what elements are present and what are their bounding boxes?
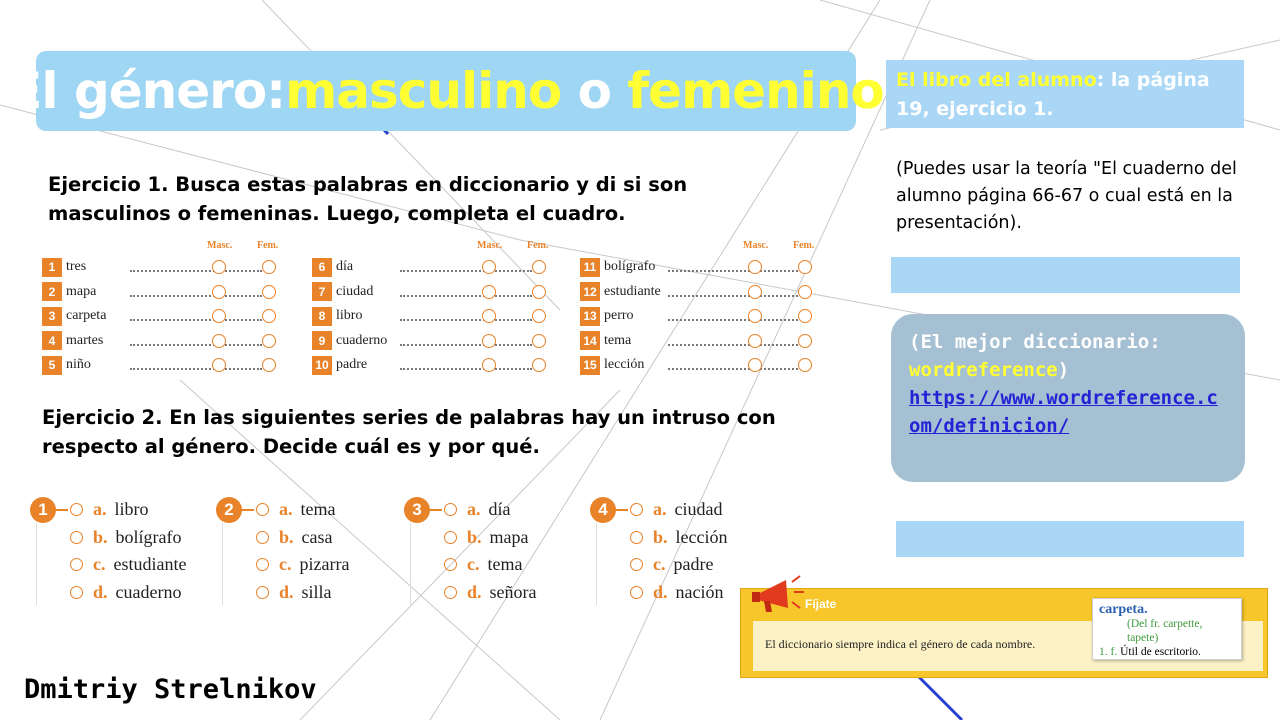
option-letter: d. bbox=[653, 581, 668, 602]
item-word: libro bbox=[336, 308, 363, 323]
masc-option-circle[interactable] bbox=[748, 260, 762, 274]
dictionary-entry-number: 1. f. bbox=[1099, 646, 1118, 658]
exercise-1-row bbox=[42, 305, 106, 327]
masc-option-circle[interactable] bbox=[482, 309, 496, 323]
exercise-2-option[interactable] bbox=[630, 579, 724, 606]
option-radio-circle[interactable] bbox=[630, 503, 643, 516]
fem-option-circle[interactable] bbox=[532, 309, 546, 323]
option-letter: c. bbox=[467, 554, 480, 574]
dotted-leader bbox=[130, 295, 262, 297]
masc-option-circle[interactable] bbox=[212, 285, 226, 299]
option-text: nación bbox=[675, 581, 724, 602]
item-word: carpeta bbox=[66, 308, 107, 323]
masc-option-circle[interactable] bbox=[748, 334, 762, 348]
option-radio-circle[interactable] bbox=[70, 503, 83, 516]
group-number-badge: 2 bbox=[216, 497, 242, 523]
masc-option-circle[interactable] bbox=[212, 334, 226, 348]
masc-option-circle[interactable] bbox=[482, 260, 496, 274]
masc-option-circle[interactable] bbox=[748, 309, 762, 323]
item-word: tres bbox=[66, 259, 87, 274]
fijate-label: Fíjate bbox=[805, 597, 837, 611]
option-radio-circle[interactable] bbox=[70, 558, 83, 571]
item-word: día bbox=[336, 259, 354, 274]
column-header-fem: Fem. bbox=[527, 240, 549, 251]
dictionary-close: ) bbox=[1057, 359, 1070, 381]
dictionary-entry-card bbox=[1092, 598, 1242, 660]
masc-option-circle[interactable] bbox=[212, 260, 226, 274]
dotted-leader bbox=[668, 295, 798, 297]
masc-option-circle[interactable] bbox=[482, 285, 496, 299]
title-part-1: El género: bbox=[8, 62, 286, 120]
group-number-badge: 1 bbox=[30, 497, 56, 523]
item-word: padre bbox=[336, 357, 368, 372]
fem-option-circle[interactable] bbox=[798, 260, 812, 274]
fem-option-circle[interactable] bbox=[262, 309, 276, 323]
exercise-1-row bbox=[312, 281, 373, 303]
fem-option-circle[interactable] bbox=[532, 260, 546, 274]
exercise-2-option[interactable] bbox=[256, 496, 335, 523]
exercise-1-row bbox=[580, 281, 661, 303]
option-radio-circle[interactable] bbox=[70, 586, 83, 599]
option-text: día bbox=[488, 499, 511, 519]
fem-option-circle[interactable] bbox=[798, 285, 812, 299]
theory-note: (Puedes usar la teoría "El cuaderno del alumno página 66-67 o cual está en la presentación). bbox=[896, 159, 1237, 233]
option-text: tema bbox=[487, 554, 523, 574]
option-letter: d. bbox=[279, 581, 294, 602]
exercise-1-row bbox=[42, 281, 96, 303]
column-header-masc: Masc. bbox=[207, 240, 233, 251]
dictionary-brand: wordreference bbox=[909, 359, 1058, 381]
exercise-1-row bbox=[312, 354, 367, 376]
book-reference-highlight: El libro del alumno bbox=[896, 69, 1097, 91]
fem-option-circle[interactable] bbox=[532, 334, 546, 348]
exercise-1-row bbox=[312, 256, 353, 278]
book-reference-box bbox=[886, 60, 1244, 128]
option-text: estudiante bbox=[113, 554, 187, 574]
option-text: silla bbox=[301, 581, 332, 602]
dictionary-entry-etymology: (Del fr. carpette, tapete) bbox=[1127, 618, 1203, 644]
option-letter: b. bbox=[467, 526, 482, 547]
option-text: lección bbox=[675, 526, 728, 547]
option-text: tema bbox=[300, 499, 336, 519]
option-letter: b. bbox=[279, 526, 294, 547]
fem-option-circle[interactable] bbox=[262, 358, 276, 372]
option-letter: a. bbox=[279, 499, 293, 519]
fijate-text: El diccionario siempre indica el género de cada nombre. bbox=[765, 637, 1036, 651]
masc-option-circle[interactable] bbox=[212, 358, 226, 372]
fem-option-circle[interactable] bbox=[262, 285, 276, 299]
exercise-2-option[interactable] bbox=[444, 551, 522, 578]
item-number-badge: 6 bbox=[312, 258, 332, 277]
fem-option-circle[interactable] bbox=[798, 334, 812, 348]
option-letter: c. bbox=[653, 554, 666, 574]
option-letter: d. bbox=[93, 581, 108, 602]
option-radio-circle[interactable] bbox=[630, 558, 643, 571]
fem-option-circle[interactable] bbox=[532, 358, 546, 372]
dictionary-entry-term: carpeta. bbox=[1099, 602, 1148, 617]
item-word: tema bbox=[604, 332, 632, 348]
option-radio-circle[interactable] bbox=[256, 586, 269, 599]
item-number-badge: 3 bbox=[42, 307, 62, 326]
item-number-badge: 9 bbox=[312, 331, 332, 350]
item-word: niño bbox=[66, 357, 91, 372]
exercise-1-row bbox=[312, 330, 387, 352]
dotted-leader bbox=[400, 368, 532, 370]
exercise-2-option[interactable] bbox=[630, 551, 713, 578]
author-name: Dmitriy Strelnikov bbox=[24, 674, 317, 705]
dictionary-entry-definition: Útil de escritorio. bbox=[1120, 646, 1201, 658]
item-number-badge: 2 bbox=[42, 282, 62, 301]
group-divider bbox=[36, 523, 37, 605]
exercise-1-row bbox=[580, 354, 644, 376]
masc-option-circle[interactable] bbox=[482, 334, 496, 348]
option-text: bolígrafo bbox=[115, 526, 182, 547]
group-divider bbox=[596, 523, 597, 605]
exercise-1-row bbox=[580, 330, 631, 352]
masc-option-circle[interactable] bbox=[482, 358, 496, 372]
group-number-badge: 3 bbox=[404, 497, 430, 523]
item-word: martes bbox=[66, 332, 104, 348]
exercise-2-option[interactable] bbox=[70, 496, 149, 523]
dotted-leader bbox=[130, 368, 262, 370]
group-connector bbox=[56, 509, 68, 511]
group-connector bbox=[242, 509, 254, 511]
option-letter: a. bbox=[93, 499, 107, 519]
dictionary-label: (El mejor diccionario: bbox=[909, 331, 1161, 353]
book-reference-text: : la página 19, ejercicio 1. bbox=[896, 69, 1210, 120]
option-letter: b. bbox=[653, 526, 668, 547]
option-radio-circle[interactable] bbox=[630, 531, 643, 544]
dotted-leader bbox=[668, 368, 798, 370]
exercise-2-heading: Ejercicio 2. En las siguientes series de palabras hay un intruso con respecto al género. Decide cuál es y por qué. bbox=[42, 406, 776, 458]
dotted-leader bbox=[400, 344, 532, 346]
option-radio-circle[interactable] bbox=[256, 503, 269, 516]
option-text: señora bbox=[489, 581, 537, 602]
option-text: pizarra bbox=[299, 554, 350, 574]
option-text: casa bbox=[301, 526, 333, 547]
exercise-2-option[interactable] bbox=[630, 524, 728, 551]
item-word: estudiante bbox=[604, 283, 661, 299]
option-letter: c. bbox=[93, 554, 106, 574]
item-number-badge: 15 bbox=[580, 356, 600, 375]
fem-option-circle[interactable] bbox=[798, 309, 812, 323]
option-radio-circle[interactable] bbox=[444, 531, 457, 544]
exercise-1-heading: Ejercicio 1. Busca estas palabras en diccionario y di si son masculinos o femeninas. Luego, completa el cuadro. bbox=[48, 173, 688, 225]
exercise-1-row bbox=[580, 256, 655, 278]
option-radio-circle[interactable] bbox=[256, 531, 269, 544]
option-text: ciudad bbox=[674, 499, 723, 519]
fem-option-circle[interactable] bbox=[262, 260, 276, 274]
masc-option-circle[interactable] bbox=[748, 358, 762, 372]
fem-option-circle[interactable] bbox=[532, 285, 546, 299]
exercise-1-row bbox=[312, 305, 362, 327]
dictionary-link[interactable]: https://www.wordreference.com/definicion/ bbox=[909, 387, 1218, 437]
item-word: perro bbox=[604, 308, 634, 323]
exercise-1-row bbox=[580, 305, 634, 327]
option-radio-circle[interactable] bbox=[256, 558, 269, 571]
option-radio-circle[interactable] bbox=[630, 586, 643, 599]
exercise-2-option[interactable] bbox=[70, 524, 182, 551]
option-text: padre bbox=[673, 554, 714, 574]
item-word: bolígrafo bbox=[604, 259, 656, 274]
item-word: mapa bbox=[66, 283, 97, 299]
exercise-2-option[interactable] bbox=[256, 524, 333, 551]
item-word: cuaderno bbox=[336, 332, 388, 348]
option-letter: a. bbox=[467, 499, 481, 519]
exercise-2-option[interactable] bbox=[70, 551, 186, 578]
exercise-1-row bbox=[42, 256, 86, 278]
exercise-1-row bbox=[42, 330, 103, 352]
item-number-badge: 10 bbox=[312, 356, 332, 375]
dotted-leader bbox=[400, 319, 532, 321]
group-divider bbox=[222, 523, 223, 605]
blank-bar-bottom bbox=[896, 521, 1244, 557]
exercise-1-row bbox=[42, 354, 91, 376]
item-number-badge: 4 bbox=[42, 331, 62, 350]
dotted-leader bbox=[130, 270, 262, 272]
item-number-badge: 8 bbox=[312, 307, 332, 326]
group-number-badge: 4 bbox=[590, 497, 616, 523]
exercise-2-option[interactable] bbox=[630, 496, 722, 523]
megaphone-icon bbox=[750, 574, 806, 618]
title-femenino: femenino bbox=[627, 62, 884, 120]
option-radio-circle[interactable] bbox=[70, 531, 83, 544]
item-word: ciudad bbox=[336, 283, 374, 299]
exercise-2-option[interactable] bbox=[444, 524, 529, 551]
fem-option-circle[interactable] bbox=[262, 334, 276, 348]
exercise-2-option[interactable] bbox=[444, 496, 511, 523]
group-connector bbox=[616, 509, 628, 511]
item-word: lección bbox=[604, 357, 645, 372]
dotted-leader bbox=[400, 295, 532, 297]
option-text: libro bbox=[114, 499, 149, 519]
column-header-fem: Fem. bbox=[257, 240, 279, 251]
option-radio-circle[interactable] bbox=[444, 503, 457, 516]
dotted-leader bbox=[668, 270, 798, 272]
dictionary-box bbox=[891, 314, 1245, 482]
option-radio-circle[interactable] bbox=[444, 558, 457, 571]
column-header-fem: Fem. bbox=[793, 240, 815, 251]
dotted-leader bbox=[130, 344, 262, 346]
masc-option-circle[interactable] bbox=[748, 285, 762, 299]
option-letter: d. bbox=[467, 581, 482, 602]
column-header-masc: Masc. bbox=[743, 240, 769, 251]
fem-option-circle[interactable] bbox=[798, 358, 812, 372]
exercise-2-option[interactable] bbox=[70, 579, 181, 606]
dotted-leader bbox=[130, 319, 262, 321]
option-radio-circle[interactable] bbox=[444, 586, 457, 599]
group-divider bbox=[410, 523, 411, 605]
item-number-badge: 13 bbox=[580, 307, 600, 326]
dotted-leader bbox=[400, 270, 532, 272]
item-number-badge: 5 bbox=[42, 356, 62, 375]
option-letter: c. bbox=[279, 554, 292, 574]
exercise-2-option[interactable] bbox=[256, 551, 349, 578]
option-letter: b. bbox=[93, 526, 108, 547]
dotted-leader bbox=[668, 319, 798, 321]
exercise-2-option[interactable] bbox=[256, 579, 332, 606]
item-number-badge: 11 bbox=[580, 258, 600, 277]
option-text: mapa bbox=[489, 526, 529, 547]
item-number-badge: 12 bbox=[580, 282, 600, 301]
title-part-3: o bbox=[561, 62, 628, 120]
column-header-masc: Masc. bbox=[477, 240, 503, 251]
item-number-badge: 7 bbox=[312, 282, 332, 301]
title-masculino: masculino bbox=[285, 62, 562, 120]
title-banner bbox=[8, 51, 884, 131]
blank-bar-top bbox=[891, 257, 1240, 293]
item-number-badge: 1 bbox=[42, 258, 62, 277]
item-number-badge: 14 bbox=[580, 331, 600, 350]
group-connector bbox=[430, 509, 442, 511]
option-letter: a. bbox=[653, 499, 667, 519]
option-text: cuaderno bbox=[115, 581, 182, 602]
masc-option-circle[interactable] bbox=[212, 309, 226, 323]
exercise-2-option[interactable] bbox=[444, 579, 537, 606]
dotted-leader bbox=[668, 344, 798, 346]
